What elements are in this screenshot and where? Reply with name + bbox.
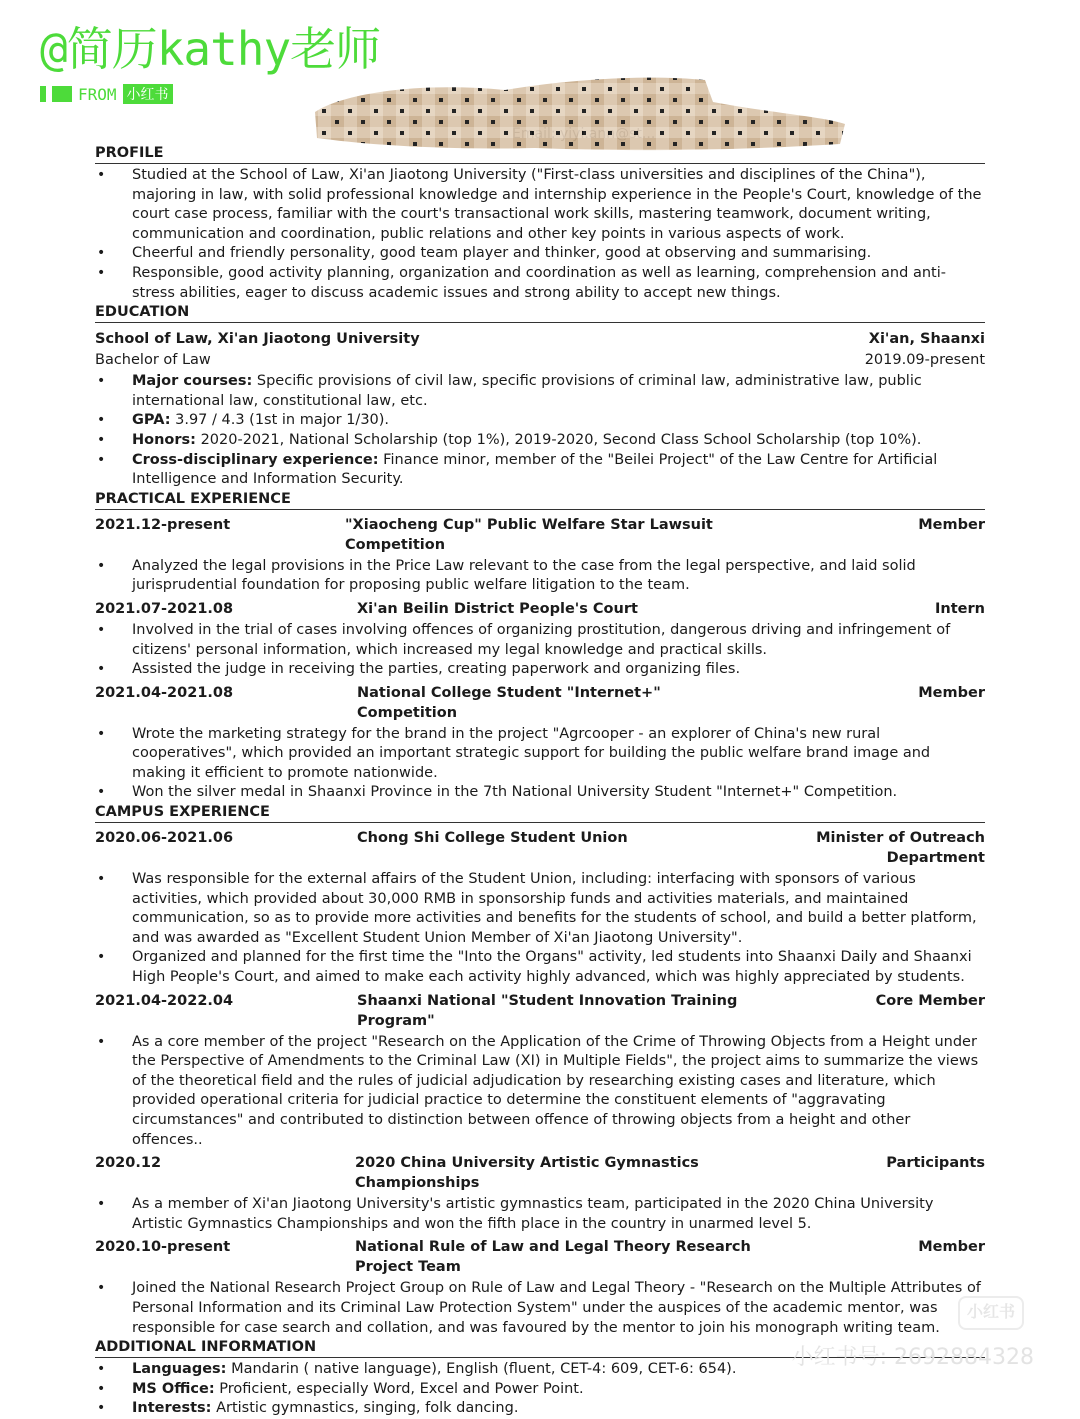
entry-date: 2021.04-2022.04	[95, 992, 234, 1009]
list-item	[95, 411, 985, 431]
entry-date: 2021.04-2021.08	[95, 684, 234, 701]
flag-icon	[52, 86, 72, 102]
entry-list	[95, 621, 985, 680]
entry-date: 2020.12	[95, 1155, 162, 1172]
list-item	[95, 431, 985, 451]
item-label: GPA:	[132, 412, 171, 429]
redaction-mosaic	[305, 72, 850, 152]
entry-org: Xi'an Beilin District People's Court	[357, 600, 638, 617]
entry-list	[95, 557, 985, 596]
entry-list	[95, 1195, 985, 1234]
entry-header	[95, 683, 985, 723]
list-item: • Won the silver medal in Shaanxi Province in the 7th National University Student "Internet+" Competition.	[95, 783, 985, 803]
list-item	[95, 372, 985, 411]
watermark-logo: 小红书	[958, 1296, 1024, 1330]
list-item: • Studied at the School of Law, Xi'an Jiaotong University ("First-class universities and disciplines of the China"), majoring in law, with solid professional knowledge and internship experience in the People's Court, knowledge of the court case process, familiar with the court's transactional work skills, mastering teamwork, document writing, communication and coordination, public relations and other key points in various aspects of work.	[95, 166, 985, 244]
watermark-account: 小红书号: 2692884328	[791, 1345, 1034, 1370]
list-item: • Assisted the judge in receiving the parties, creating paperwork and organizing files.	[95, 660, 985, 680]
list-item: • Joined the National Research Project Group on Rule of Law and Legal Theory - "Research on the Multiple Attributes of Personal Information and its Criminal Law Protection System" under the auspices of the academic mentor, was responsible for case search and collation, and was favoured by the mentor to join his monograph writing team.	[95, 1279, 985, 1338]
item-label: Languages:	[132, 1361, 227, 1378]
entry-header	[95, 515, 985, 555]
list-item: • Analyzed the legal provisions in the Price Law relevant to the case from the legal perspective, and laid solid jurisprudential foundation for proposing public welfare litigation to the team.	[95, 557, 985, 596]
entry-list	[95, 725, 985, 803]
section-heading-additional: ADDITIONAL INFORMATION	[95, 1339, 985, 1358]
entry-role: Member	[918, 516, 985, 533]
list-item	[95, 1399, 985, 1419]
entry-org: "Xiaocheng Cup" Public Welfare Star Lawsuit Competition	[345, 516, 713, 553]
list-item	[95, 1380, 985, 1400]
item-text: Mandarin ( native language), English (fluent, CET-4: 609, CET-6: 654).	[226, 1361, 737, 1378]
item-label: MS Office:	[132, 1380, 215, 1397]
section-heading-profile: PROFILE	[95, 145, 985, 164]
item-label: Interests:	[132, 1400, 212, 1417]
list-item: • Organized and planned for the first time the "Into the Organs" activity, led students into Shaanxi Daily and Shaanxi High People's Court, and aimed to make each activity highly advanced, which was highly appreciated by students.	[95, 948, 985, 987]
entry-header	[95, 1153, 985, 1193]
profile-list	[95, 166, 985, 303]
item-text: Artistic gymnastics, singing, folk dancing.	[211, 1400, 519, 1417]
entry-role: Intern	[935, 600, 985, 617]
entry-date: 2021.12-present	[95, 516, 231, 533]
entry-header	[95, 828, 985, 868]
item-label: Cross-disciplinary experience:	[132, 451, 379, 468]
entry-org: National College Student "Internet+" Competition	[357, 684, 661, 721]
entry-list	[95, 1279, 985, 1338]
school-location: Xi'an, Shaanxi	[868, 331, 985, 348]
item-label: Major courses:	[132, 373, 253, 390]
watermark-title: @简历kathy老师	[40, 22, 381, 76]
entry-date: 2020.10-present	[95, 1239, 231, 1256]
entry-role: Participants	[886, 1155, 985, 1172]
education-list	[95, 372, 985, 490]
section-heading-education: EDUCATION	[95, 304, 985, 323]
entry-role: Minister of Outreach Department	[816, 830, 985, 867]
entry-list	[95, 870, 985, 988]
entry-header	[95, 991, 985, 1031]
item-label: Honors:	[132, 431, 196, 448]
entry-date: 2020.06-2021.06	[95, 830, 234, 847]
entry-role: Member	[918, 684, 985, 701]
entry-role: Core Member	[875, 992, 985, 1009]
entry-org: National Rule of Law and Legal Theory Research Project Team	[355, 1239, 751, 1276]
education-dates: 2019.09-present	[864, 352, 985, 369]
item-text: 2020-2021, National Scholarship (top 1%), 2019-2020, Second Class School Scholarship (top 10%).	[195, 431, 922, 448]
entry-header	[95, 599, 985, 619]
item-text: Proficient, especially Word, Excel and Power Point.	[214, 1380, 584, 1397]
entry-date: 2021.07-2021.08	[95, 600, 234, 617]
watermark-source: 小红书	[123, 84, 173, 104]
entry-role: Member	[918, 1239, 985, 1256]
entry-list	[95, 1033, 985, 1151]
list-item: • Responsible, good activity planning, organization and coordination as well as learning, comprehension and anti-stress abilities, eager to discuss academic issues and strong ability to accept new things.	[95, 264, 985, 303]
list-item: • Cheerful and friendly personality, good team player and thinker, good at observing and summarising.	[95, 244, 985, 264]
list-item: • As a member of Xi'an Jiaotong University's artistic gymnastics team, participated in the 2020 China University Artistic Gymnastics Championships and won the fifth place in the country in unarmed level 5.	[95, 1195, 985, 1234]
item-text: Specific provisions of civil law, specific provisions of criminal law, administrative law, public international law, constitutional law, etc.	[132, 373, 922, 409]
resume-page	[95, 144, 985, 1419]
item-text: Finance minor, member of the "Beilei Project" of the Law Centre for Artificial Intelligence and Information Security.	[132, 451, 938, 488]
school-name: School of Law, Xi'an Jiaotong University	[95, 331, 420, 348]
entry-org: Shaanxi National "Student Innovation Training Program"	[357, 992, 738, 1029]
entry-header	[95, 1237, 985, 1277]
watermark-from-label: FROM	[78, 84, 117, 104]
section-heading-campus: CAMPUS EXPERIENCE	[95, 804, 985, 823]
entry-org: Chong Shi College Student Union	[357, 830, 628, 847]
item-text: 3.97 / 4.3 (1st in major 1/30).	[170, 412, 390, 429]
list-item: • Was responsible for the external affairs of the Student Union, including: interfacing with sponsors of various activities, which provided about 30,000 RMB in sponsorship funds and activities materials, and maintained communication, so as to provide more activities and benefits for the students of school, and build a better platform, and was awarded as "Excellent Student Union Member of Xi'an Jiaotong University".	[95, 870, 985, 948]
list-item: • As a core member of the project "Research on the Application of the Crime of Throwing Objects from a Height under the Perspective of Amendments to the Criminal Law (XI) in Multiple Fields", the project aims to summarize the views of the theoretical field and the rules of judicial adjudication by researching existing cases and literature, which provided operational criteria for judicial practice to determine the constituent elements of "aggravating circumstances" and contributed to distinction between offence of throwing objects from a height and other offences..	[95, 1033, 985, 1151]
entry-org: 2020 China University Artistic Gymnastics Championships	[355, 1155, 699, 1192]
list-item: • Involved in the trial of cases involving offences of organizing prostitution, dangerous driving and infringement of citizens' personal information, which increased my legal knowledge and practical skills.	[95, 621, 985, 660]
section-heading-practical: PRACTICAL EXPERIENCE	[95, 491, 985, 510]
list-item	[95, 451, 985, 490]
bar-icon	[40, 86, 46, 102]
list-item: • Wrote the marketing strategy for the brand in the project "Agrcooper - an explorer of China's new rural cooperatives", which provided an important strategic support for building the public welfare brand image and making it efficient to promote nationwide.	[95, 725, 985, 784]
degree: Bachelor of Law	[95, 352, 211, 369]
